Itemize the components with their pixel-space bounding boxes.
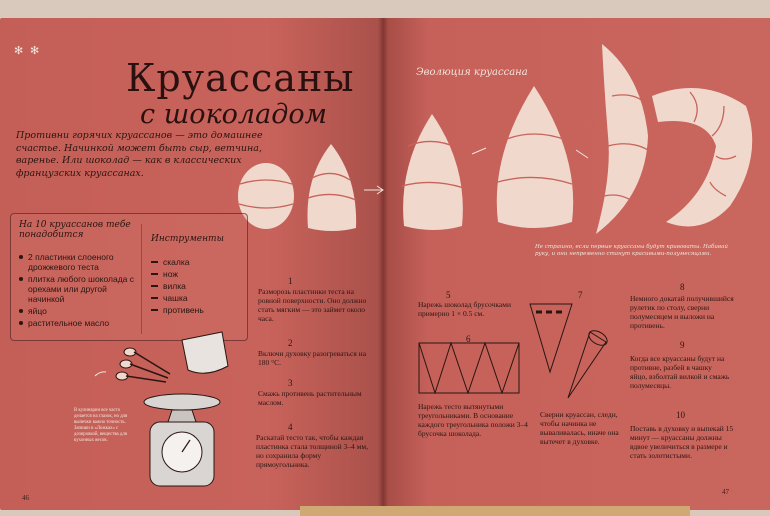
step-text: Разморозь пластинки теста на ровной поверхности. Оно должно стать мягким — это займет около часа.	[258, 287, 367, 323]
title-line1: Круассаны	[126, 56, 355, 100]
intro-text: Противни горячих круассанов — это домашнее счастье. Начинкой может быть сыр, ветчина, варенье. Или шоколад — как в классических французских круассанах.	[16, 130, 263, 179]
dough-triangles-diagram	[418, 342, 520, 394]
step-number: 4	[288, 422, 293, 432]
tool-item: вилка	[151, 280, 204, 292]
ingredients-title: На 10 круассанов тебе понадобится	[19, 220, 131, 240]
step-number: 1	[288, 276, 293, 286]
tool-item: чашка	[151, 292, 204, 304]
step-text: Раскатай тесто так, чтобы каждая пластинка стала толщиной 3–4 мм, но сохранила форму прямоугольника.	[256, 433, 368, 469]
flower-icon: ✻	[30, 45, 40, 57]
tool-item: нож	[151, 268, 204, 280]
step-text: Немного докатай получившийся рулетик по столу, сверни полумесяцем и выложи на противень.	[630, 294, 734, 330]
evolution-caption: Не страшно, если первые круассаны будут кривоваты. Набивай руку, и они непременно станут красивыми-полумесяцами.	[535, 244, 728, 257]
step-text: Сверни круассан, следи, чтобы начинка не вываливалась, иначе она вытечет в духовке.	[540, 410, 619, 446]
croissant-evolution-illustration	[390, 36, 760, 246]
title-line2: с шоколадом	[140, 99, 327, 130]
croissant-illustration-left	[236, 138, 386, 238]
pointer-arrow-icon	[94, 370, 108, 378]
ingredient-item: плитка любого шоколада с орехами или другой начинкой	[19, 274, 144, 304]
ingredients-list	[19, 252, 144, 330]
flower-icon: ✻	[14, 45, 24, 57]
step-text: Нарежь шоколад брусочками примерно 1 × 0.5 см.	[418, 300, 511, 318]
wooden-stand	[300, 506, 690, 516]
scale-note: В кулинарии все часто делается на глазок, но для выпечки важно точность. Запиши в «Ложках» с дозировкой, вещества для кухонных весов.	[74, 408, 128, 443]
step-text: Смажь противень растительным маслом.	[258, 389, 362, 407]
book-gutter	[378, 18, 388, 510]
step-number: 8	[680, 282, 685, 292]
tools-list	[151, 256, 204, 316]
kitchen-scale-illustration	[110, 322, 250, 492]
ingredient-item: яйцо	[19, 306, 144, 316]
tool-item: противень	[151, 304, 204, 316]
tools-title: Инструменты	[151, 234, 224, 244]
rolling-croissant-diagram	[528, 302, 618, 402]
step-number: 10	[676, 410, 685, 420]
page-number-left: 46	[22, 494, 29, 502]
step-number: 9	[680, 340, 685, 350]
step-text: Включи духовку разогреваться на 180 °С.	[258, 349, 367, 367]
ingredient-item: 2 пластинки слоеного дрожжевого теста	[19, 252, 144, 272]
step-text: Когда все круассаны будут на противне, разбей в чашку яйцо, взболтай вилкой и смажь полумесяцы.	[630, 354, 730, 390]
step-number: 3	[288, 378, 293, 388]
evolution-title: Эволюция круассана	[416, 67, 528, 78]
step-number: 2	[288, 338, 293, 348]
step-number: 6	[466, 334, 471, 344]
page-number-right: 47	[722, 488, 729, 496]
step-text: Поставь в духовку и выпекай 15 минут — круассаны должны вдвое увеличиться в размере и стать золотистыми.	[630, 424, 734, 460]
step-number: 7	[578, 290, 583, 300]
tool-item: скалка	[151, 256, 204, 268]
ingredient-item: растительное масло	[19, 318, 144, 328]
step-text: Нарежь тесто вытянутыми треугольниками. В основание каждого треугольника положи 3–4 брусочка шоколада.	[418, 402, 528, 438]
step-number: 5	[446, 290, 451, 300]
